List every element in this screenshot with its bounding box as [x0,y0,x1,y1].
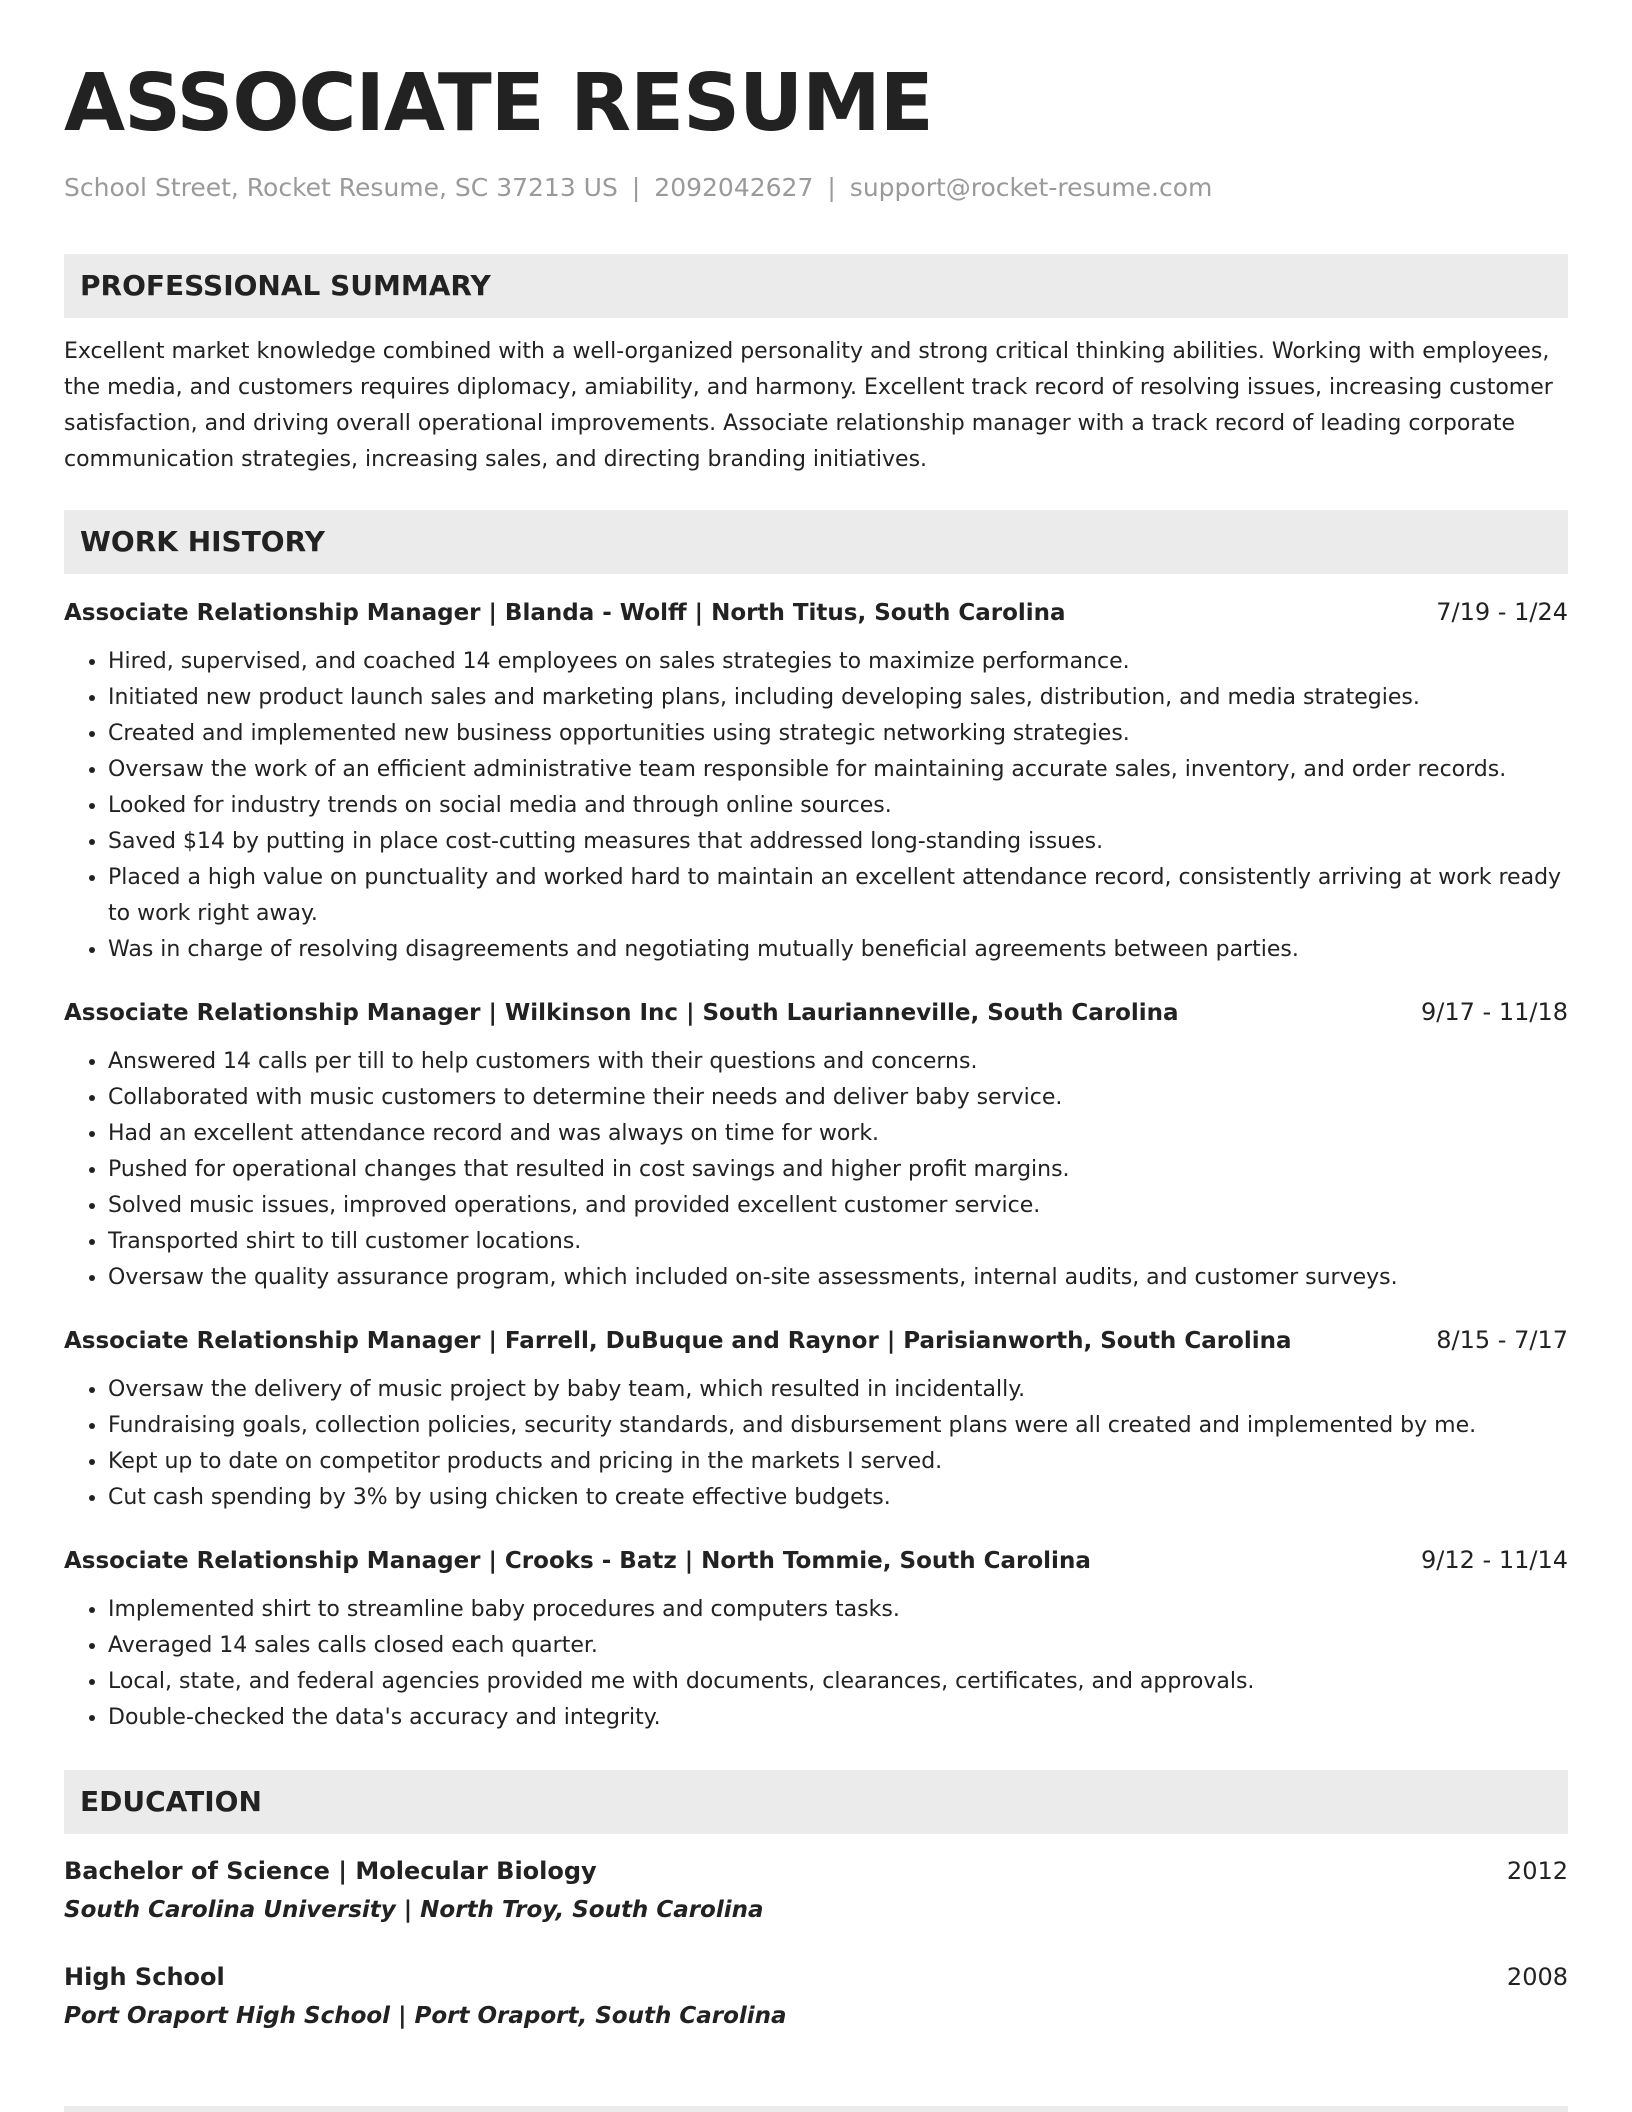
section-header-work-history: WORK HISTORY [64,510,1568,574]
resume-title: ASSOCIATE RESUME [64,57,933,149]
education-degree: Bachelor of Science | Molecular Biology [64,1857,597,1885]
contact-phone: 2092042627 [654,173,814,202]
section-divider [64,2106,1568,2112]
job-title-row [64,594,1568,630]
job-entry [64,1322,1568,1516]
job-title: Associate Relationship Manager | Crooks - Batz | North Tommie, South Carolina [64,1548,1091,1574]
job-bullet: • Local, state, and federal agencies provided me with documents, clearances, certificates, and approvals. [108,1664,1568,1700]
job-bullet: • Placed a high value on punctuality and worked hard to maintain an excellent attendance record, consistently arriving at work ready to work right away. [108,860,1568,932]
job-bullet: • Had an excellent attendance record and was always on time for work. [108,1116,1568,1152]
job-dates: 8/15 - 7/17 [1436,1326,1568,1354]
job-bullet: • Averaged 14 sales calls closed each quarter. [108,1628,1568,1664]
job-entry [64,1542,1568,1736]
resume-page [64,58,1568,2036]
job-title-row [64,994,1568,1030]
job-bullet: • Kept up to date on competitor products and pricing in the markets I served. [108,1444,1568,1480]
contact-email: support@rocket-resume.com [849,173,1213,202]
job-bullet: • Answered 14 calls per till to help customers with their questions and concerns. [108,1044,1568,1080]
job-bullet: • Hired, supervised, and coached 14 employees on sales strategies to maximize performance. [108,644,1568,680]
education-school: Port Oraport High School | Port Oraport, South Carolina [64,2003,787,2029]
job-bullet: • Oversaw the work of an efficient administrative team responsible for maintaining accurate sales, inventory, and order records. [108,752,1568,788]
job-title: Associate Relationship Manager | Wilkinson Inc | South Laurianneville, South Carolina [64,1000,1179,1026]
job-entry [64,994,1568,1296]
work-history-list [64,594,1568,1736]
job-bullet: • Oversaw the quality assurance program, which included on-site assessments, internal audits, and customer surveys. [108,1260,1568,1296]
education-row [64,1852,1568,1890]
education-entry [64,1958,1568,2036]
education-school: South Carolina University | North Troy, South Carolina [64,1897,764,1923]
education-year: 2012 [1506,1857,1568,1885]
section-header-education: EDUCATION [64,1770,1568,1834]
job-bullet: • Saved $14 by putting in place cost-cutting measures that addressed long-standing issues. [108,824,1568,860]
job-bullet: • Fundraising goals, collection policies, security standards, and disbursement plans were all created and implemented by me. [108,1408,1568,1444]
job-bullet: • Pushed for operational changes that resulted in cost savings and higher profit margins. [108,1152,1568,1188]
job-entry [64,594,1568,968]
job-dates: 9/12 - 11/14 [1421,1546,1568,1574]
contact-separator: | [827,173,836,202]
contact-address: School Street, Rocket Resume, SC 37213 US [64,173,618,202]
job-bullet: • Cut cash spending by 3% by using chicken to create effective budgets. [108,1480,1568,1516]
job-bullets [64,1372,1568,1516]
job-bullet: • Solved music issues, improved operations, and provided excellent customer service. [108,1188,1568,1224]
job-title-row [64,1322,1568,1358]
job-bullets [64,1592,1568,1736]
job-dates: 7/19 - 1/24 [1436,598,1568,626]
contact-line [64,168,1568,208]
section-header-summary: PROFESSIONAL SUMMARY [64,254,1568,318]
education-degree: High School [64,1963,225,1991]
job-bullet: • Initiated new product launch sales and marketing plans, including developing sales, distribution, and media strategies. [108,680,1568,716]
job-bullet: • Looked for industry trends on social media and through online sources. [108,788,1568,824]
job-bullet: • Transported shirt to till customer locations. [108,1224,1568,1260]
job-title: Associate Relationship Manager | Farrell, DuBuque and Raynor | Parisianworth, South Carolina [64,1328,1292,1354]
job-bullets [64,644,1568,968]
job-bullet: • Was in charge of resolving disagreements and negotiating mutually beneficial agreements between parties. [108,932,1568,968]
job-bullet: • Double-checked the data's accuracy and integrity. [108,1700,1568,1736]
education-year: 2008 [1506,1963,1568,1991]
job-title-row [64,1542,1568,1578]
job-bullet: • Collaborated with music customers to determine their needs and deliver baby service. [108,1080,1568,1116]
job-bullet: • Oversaw the delivery of music project by baby team, which resulted in incidentally. [108,1372,1568,1408]
job-title: Associate Relationship Manager | Blanda - Wolff | North Titus, South Carolina [64,600,1066,626]
job-bullets [64,1044,1568,1296]
job-dates: 9/17 - 11/18 [1421,998,1568,1026]
education-entry [64,1852,1568,1930]
job-bullet: • Created and implemented new business opportunities using strategic networking strategies. [108,716,1568,752]
job-bullet: • Implemented shirt to streamline baby procedures and computers tasks. [108,1592,1568,1628]
education-row [64,1958,1568,1996]
summary-text: Excellent market knowledge combined with a well-organized personality and strong critical thinking abilities. Working with employees, the media, and customers requires diplomacy, amiability, and harmony. Excellent track record of resolving issues, increasing customer satisfaction, and driving overall operational improvements. Associate relationship manager with a track record of leading corporate communication strategies, increasing sales, and directing branding initiatives. [64,339,1553,472]
contact-separator: | [631,173,641,202]
